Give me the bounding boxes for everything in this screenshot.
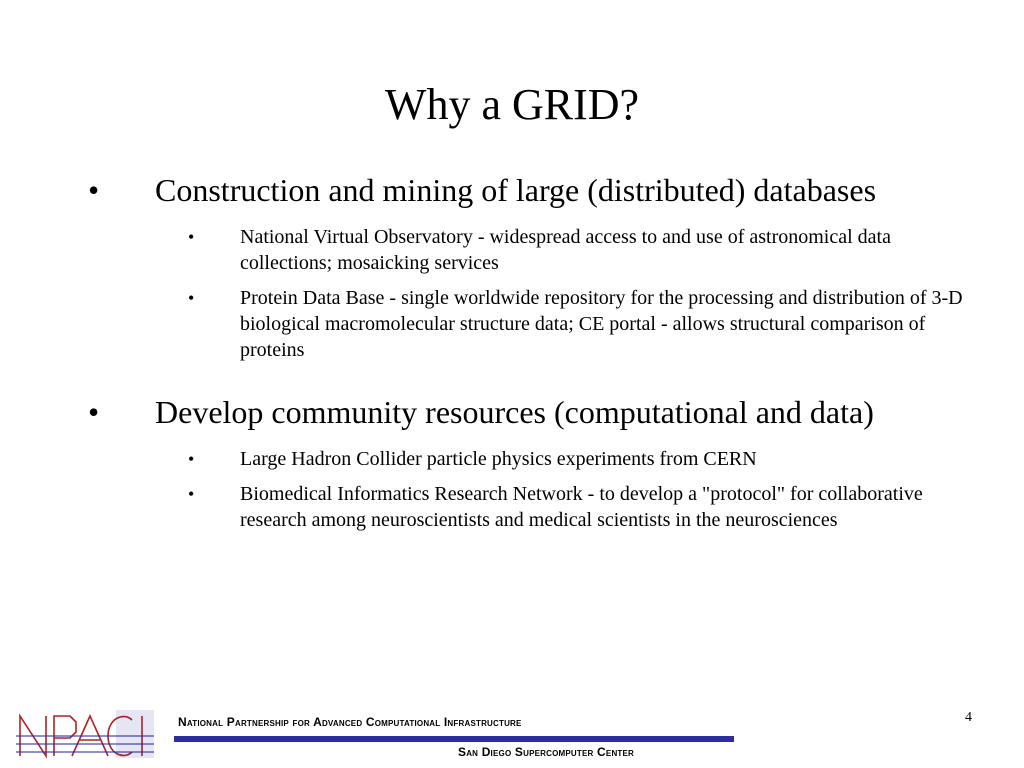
sub-bullet-dot: • xyxy=(188,484,195,504)
bullet-text: Develop community resources (computational and data) xyxy=(155,394,874,430)
bullet-item xyxy=(88,394,968,431)
bullet-text: Construction and mining of large (distributed) databases xyxy=(155,172,877,208)
footer-organization: National Partnership for Advanced Computational Infrastructure xyxy=(178,715,522,729)
footer-rule xyxy=(174,736,734,742)
bullet-item xyxy=(88,172,968,209)
sub-bullet-item xyxy=(88,481,968,533)
npaci-logo xyxy=(16,708,156,760)
bullet-dot: • xyxy=(88,172,100,208)
sub-bullet-item xyxy=(88,224,968,276)
bullet-list xyxy=(88,172,968,542)
sub-bullet-item xyxy=(88,446,968,472)
sub-bullet-text: Biomedical Informatics Research Network - to develop a "protocol" for collaborative research among neuroscientists and medical scientists in the neurosciences xyxy=(240,483,923,531)
bullet-dot: • xyxy=(88,394,100,430)
sub-bullet-text: National Virtual Observatory - widespread access to and use of astronomical data collections; mosaicking services xyxy=(240,226,891,274)
sub-bullet-dot: • xyxy=(188,288,195,308)
sub-bullet-item xyxy=(88,285,968,363)
sub-bullet-list xyxy=(88,446,968,533)
page-number: 4 xyxy=(965,710,972,725)
sub-bullet-dot: • xyxy=(188,449,195,469)
sub-bullet-list xyxy=(88,224,968,363)
sub-bullet-text: Large Hadron Collider particle physics experiments from CERN xyxy=(240,448,757,470)
sub-bullet-dot: • xyxy=(188,227,195,247)
slide-title: Why a GRID? xyxy=(384,80,640,129)
footer xyxy=(16,708,726,763)
footer-center-name: San Diego Supercomputer Center xyxy=(458,745,635,759)
sub-bullet-text: Protein Data Base - single worldwide repository for the processing and distribution of 3-D biological macromolecular structure data; CE portal - allows structural comparison of proteins xyxy=(240,287,963,361)
